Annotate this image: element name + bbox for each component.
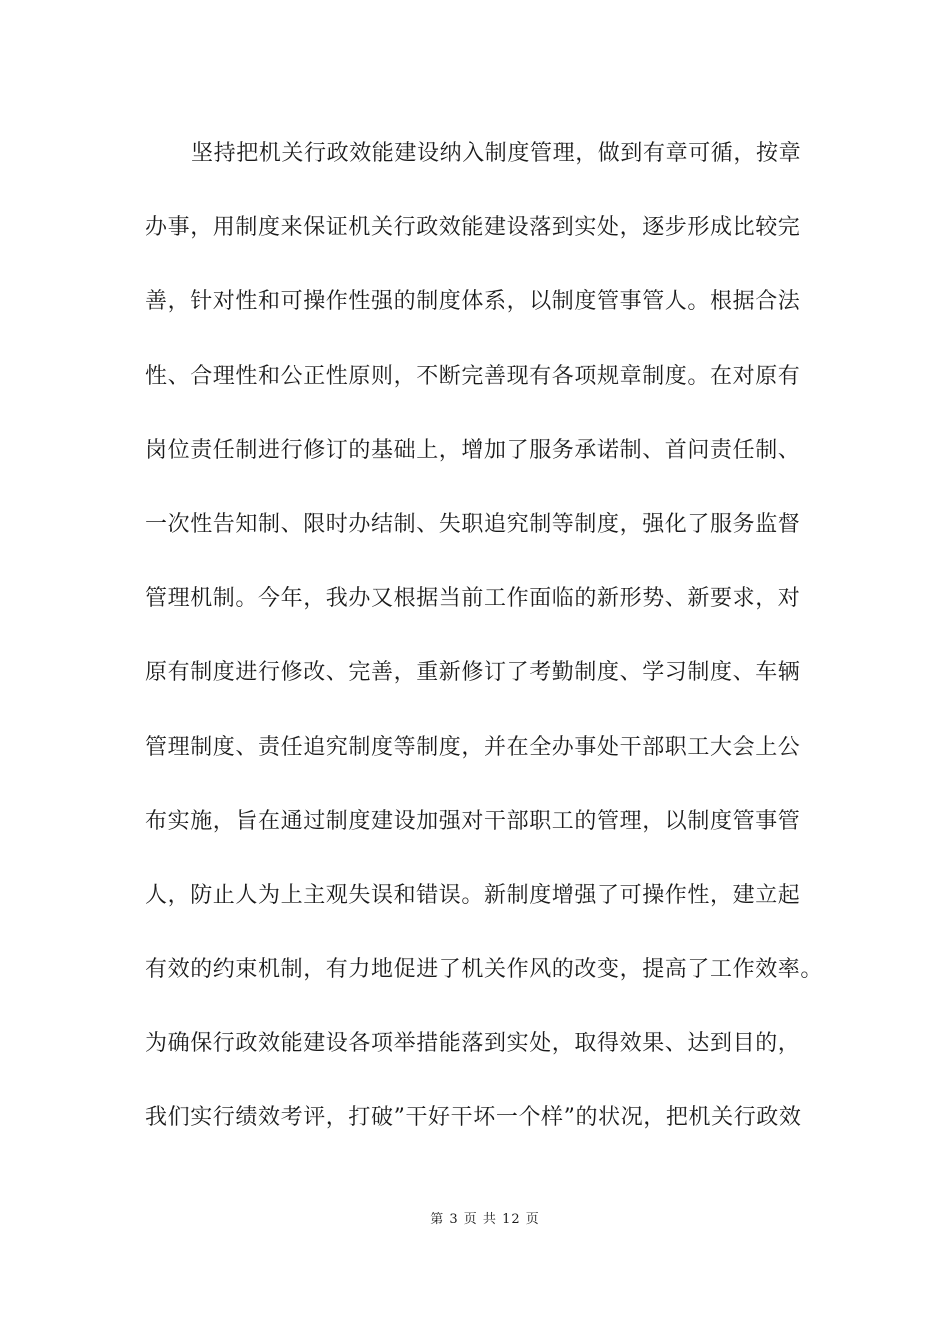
footer-suffix: 页: [525, 1212, 540, 1227]
text-line: 布实施，旨在通过制度建设加强对干部职工的管理，以制度管事管: [145, 808, 801, 834]
body-text: [145, 132, 825, 1171]
text-line: 原有制度进行修改、完善，重新修订了考勤制度、学习制度、车辆: [145, 660, 801, 686]
text-line: 为确保行政效能建设各项举措能落到实处，取得效果、达到目的，: [145, 1031, 801, 1057]
text-line: 性、合理性和公正性原则，不断完善现有各项规章制度。在对原有: [145, 363, 801, 389]
text-line: 善，针对性和可操作性强的制度体系，以制度管事管人。根据合法: [145, 289, 801, 315]
text-line: 有效的约束机制，有力地促进了机关作风的改变，提高了工作效率。: [145, 957, 824, 983]
text-line: 办事，用制度来保证机关行政效能建设落到实处，逐步形成比较完: [145, 215, 801, 241]
text-line: 我们实行绩效考评，打破”干好干坏一个样”的状况，把机关行政效: [145, 1105, 802, 1131]
footer-middle: 页 共: [463, 1212, 497, 1227]
text-line: 管理机制。今年，我办又根据当前工作面临的新形势、新要求，对: [145, 586, 801, 612]
text-line: 管理制度、责任追究制度等制度，并在全办事处干部职工大会上公: [145, 734, 801, 760]
page-footer: [0, 1208, 950, 1227]
text-line: 人，防止人为上主观失误和错误。新制度增强了可操作性，建立起: [145, 882, 801, 908]
text-line: 岗位责任制进行修订的基础上，增加了服务承诺制、首问责任制、: [145, 437, 801, 463]
text-line: 一次性告知制、限时办结制、失职追究制等制度，强化了服务监督: [145, 511, 801, 537]
footer-prefix: 第: [430, 1212, 445, 1227]
footer-total-pages: 12: [502, 1212, 521, 1227]
footer-current-page: 3: [449, 1212, 459, 1227]
text-line: 坚持把机关行政效能建设纳入制度管理，做到有章可循，按章: [191, 141, 802, 166]
